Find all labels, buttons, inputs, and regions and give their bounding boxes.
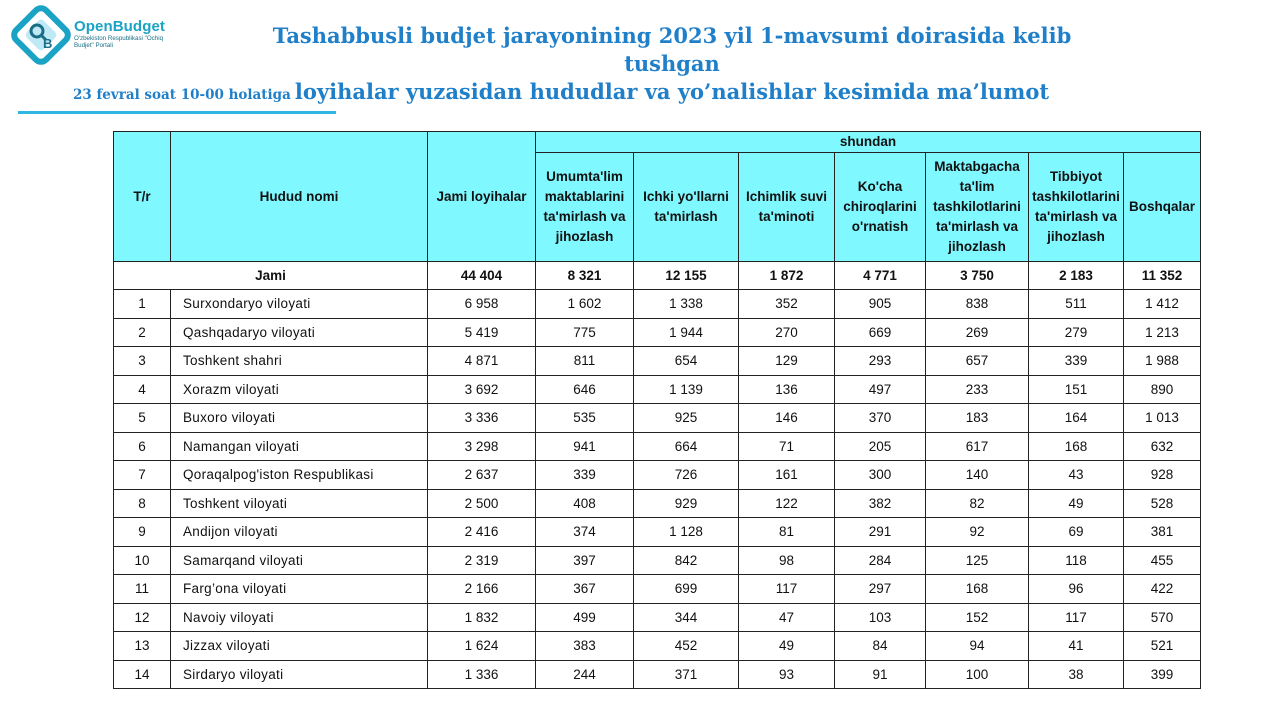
row-value-cell: 1 338 (634, 290, 739, 319)
title-line-1: Tashabbusli budjet jarayonining 2023 yil 1-mavsumi doirasida kelib tushgan (272, 23, 1072, 76)
row-total-cell: 2 416 (428, 518, 536, 547)
row-value-cell: 528 (1124, 489, 1201, 518)
row-value-cell: 129 (739, 347, 835, 376)
openbudget-logo-icon (10, 4, 72, 66)
row-value-cell: 122 (739, 489, 835, 518)
table-row (114, 575, 1201, 604)
row-value-cell: 1 013 (1124, 404, 1201, 433)
logo-subtitle: O'zbekiston Respublikasi "Ochiq Budjet" Portali (74, 35, 164, 49)
row-total-cell: 1 624 (428, 632, 536, 661)
row-value-cell: 71 (739, 432, 835, 461)
region-name-cell: Namangan viloyati (171, 432, 428, 461)
table-row (114, 347, 1201, 376)
row-value-cell: 93 (739, 660, 835, 689)
row-value-cell: 382 (835, 489, 926, 518)
row-total-cell: 5 419 (428, 318, 536, 347)
row-num-cell: 4 (114, 375, 171, 404)
total-category-cell: 3 750 (926, 262, 1029, 290)
row-value-cell: 775 (536, 318, 634, 347)
row-value-cell: 838 (926, 290, 1029, 319)
table-row (114, 404, 1201, 433)
row-value-cell: 374 (536, 518, 634, 547)
row-value-cell: 699 (634, 575, 739, 604)
table-row (114, 318, 1201, 347)
row-num-cell: 11 (114, 575, 171, 604)
row-value-cell: 146 (739, 404, 835, 433)
table-row (114, 632, 1201, 661)
region-name-cell: Toshkent shahri (171, 347, 428, 376)
row-value-cell: 455 (1124, 546, 1201, 575)
row-value-cell: 842 (634, 546, 739, 575)
table-row (114, 660, 1201, 689)
row-total-cell: 2 319 (428, 546, 536, 575)
header-category: Ichki yo'llarni ta'mirlash (634, 153, 739, 262)
total-category-cell: 2 183 (1029, 262, 1124, 290)
row-value-cell: 136 (739, 375, 835, 404)
row-value-cell: 654 (634, 347, 739, 376)
row-value-cell: 1 128 (634, 518, 739, 547)
region-name-cell: Qashqadaryo viloyati (171, 318, 428, 347)
total-category-cell: 4 771 (835, 262, 926, 290)
row-value-cell: 535 (536, 404, 634, 433)
row-value-cell: 125 (926, 546, 1029, 575)
header-group: shundan (536, 132, 1201, 153)
row-num-cell: 5 (114, 404, 171, 433)
row-num-cell: 6 (114, 432, 171, 461)
row-value-cell: 168 (1029, 432, 1124, 461)
region-name-cell: Samarqand viloyati (171, 546, 428, 575)
row-num-cell: 1 (114, 290, 171, 319)
row-num-cell: 8 (114, 489, 171, 518)
header-category: Umumta'lim maktablarini ta'mirlash va jihozlash (536, 153, 634, 262)
region-name-cell: Xorazm viloyati (171, 375, 428, 404)
row-value-cell: 152 (926, 603, 1029, 632)
row-value-cell: 84 (835, 632, 926, 661)
row-total-cell: 3 336 (428, 404, 536, 433)
row-value-cell: 205 (835, 432, 926, 461)
row-value-cell: 117 (739, 575, 835, 604)
row-value-cell: 164 (1029, 404, 1124, 433)
row-value-cell: 339 (1029, 347, 1124, 376)
row-total-cell: 2 637 (428, 461, 536, 490)
row-total-cell: 3 692 (428, 375, 536, 404)
row-value-cell: 69 (1029, 518, 1124, 547)
row-value-cell: 94 (926, 632, 1029, 661)
total-category-cell: 11 352 (1124, 262, 1201, 290)
row-value-cell: 284 (835, 546, 926, 575)
row-num-cell: 14 (114, 660, 171, 689)
row-value-cell: 925 (634, 404, 739, 433)
row-num-cell: 10 (114, 546, 171, 575)
total-label: Jami (114, 262, 428, 290)
header-region: Hudud nomi (171, 132, 428, 262)
regions-table (113, 131, 1201, 689)
date-underline (18, 111, 336, 114)
row-total-cell: 2 166 (428, 575, 536, 604)
total-cell: 44 404 (428, 262, 536, 290)
table-row (114, 461, 1201, 490)
row-value-cell: 521 (1124, 632, 1201, 661)
region-name-cell: Surxondaryo viloyati (171, 290, 428, 319)
row-total-cell: 6 958 (428, 290, 536, 319)
row-value-cell: 497 (835, 375, 926, 404)
region-name-cell: Buxoro viloyati (171, 404, 428, 433)
row-value-cell: 632 (1124, 432, 1201, 461)
table-row (114, 546, 1201, 575)
row-value-cell: 96 (1029, 575, 1124, 604)
region-name-cell: Jizzax viloyati (171, 632, 428, 661)
row-total-cell: 1 336 (428, 660, 536, 689)
svg-text:B: B (43, 36, 53, 51)
row-value-cell: 1 139 (634, 375, 739, 404)
row-num-cell: 13 (114, 632, 171, 661)
table-row (114, 290, 1201, 319)
table-row (114, 603, 1201, 632)
row-value-cell: 905 (835, 290, 926, 319)
header-category: Ichimlik suvi ta'minoti (739, 153, 835, 262)
row-value-cell: 408 (536, 489, 634, 518)
region-name-cell: Sirdaryo viloyati (171, 660, 428, 689)
row-value-cell: 381 (1124, 518, 1201, 547)
table-row (114, 489, 1201, 518)
row-value-cell: 371 (634, 660, 739, 689)
row-value-cell: 1 412 (1124, 290, 1201, 319)
row-value-cell: 91 (835, 660, 926, 689)
row-value-cell: 397 (536, 546, 634, 575)
row-value-cell: 270 (739, 318, 835, 347)
logo-name: OpenBudget (74, 18, 165, 35)
row-value-cell: 92 (926, 518, 1029, 547)
row-value-cell: 269 (926, 318, 1029, 347)
region-name-cell: Andijon viloyati (171, 518, 428, 547)
date-note: 23 fevral soat 10-00 holatiga (73, 87, 291, 103)
row-value-cell: 344 (634, 603, 739, 632)
row-value-cell: 244 (536, 660, 634, 689)
row-value-cell: 370 (835, 404, 926, 433)
total-category-cell: 1 872 (739, 262, 835, 290)
row-value-cell: 49 (739, 632, 835, 661)
row-value-cell: 118 (1029, 546, 1124, 575)
row-value-cell: 103 (835, 603, 926, 632)
row-value-cell: 657 (926, 347, 1029, 376)
row-value-cell: 297 (835, 575, 926, 604)
row-value-cell: 233 (926, 375, 1029, 404)
page-title (232, 22, 1112, 106)
region-name-cell: Navoiy viloyati (171, 603, 428, 632)
header-total: Jami loyihalar (428, 132, 536, 262)
row-value-cell: 279 (1029, 318, 1124, 347)
row-total-cell: 3 298 (428, 432, 536, 461)
row-value-cell: 367 (536, 575, 634, 604)
row-value-cell: 98 (739, 546, 835, 575)
table-row (114, 432, 1201, 461)
row-value-cell: 100 (926, 660, 1029, 689)
header-category: Maktabgacha ta'lim tashkilotlarini ta'mirlash va jihozlash (926, 153, 1029, 262)
openbudget-logo (10, 4, 180, 68)
row-num-cell: 9 (114, 518, 171, 547)
row-total-cell: 4 871 (428, 347, 536, 376)
region-name-cell: Toshkent viloyati (171, 489, 428, 518)
row-value-cell: 47 (739, 603, 835, 632)
row-num-cell: 3 (114, 347, 171, 376)
row-value-cell: 929 (634, 489, 739, 518)
row-value-cell: 49 (1029, 489, 1124, 518)
table-row (114, 518, 1201, 547)
row-value-cell: 183 (926, 404, 1029, 433)
row-value-cell: 82 (926, 489, 1029, 518)
row-value-cell: 499 (536, 603, 634, 632)
row-value-cell: 38 (1029, 660, 1124, 689)
row-value-cell: 117 (1029, 603, 1124, 632)
row-value-cell: 1 602 (536, 290, 634, 319)
row-value-cell: 452 (634, 632, 739, 661)
total-category-cell: 12 155 (634, 262, 739, 290)
row-value-cell: 140 (926, 461, 1029, 490)
header-category: Ko'cha chiroqlarini o'rnatish (835, 153, 926, 262)
row-value-cell: 1 988 (1124, 347, 1201, 376)
row-value-cell: 293 (835, 347, 926, 376)
row-value-cell: 570 (1124, 603, 1201, 632)
region-name-cell: Qoraqalpog'iston Respublikasi (171, 461, 428, 490)
row-value-cell: 291 (835, 518, 926, 547)
row-value-cell: 41 (1029, 632, 1124, 661)
row-value-cell: 511 (1029, 290, 1124, 319)
row-value-cell: 43 (1029, 461, 1124, 490)
row-value-cell: 151 (1029, 375, 1124, 404)
row-value-cell: 339 (536, 461, 634, 490)
row-value-cell: 669 (835, 318, 926, 347)
row-value-cell: 168 (926, 575, 1029, 604)
row-value-cell: 890 (1124, 375, 1201, 404)
row-value-cell: 664 (634, 432, 739, 461)
row-value-cell: 399 (1124, 660, 1201, 689)
row-value-cell: 383 (536, 632, 634, 661)
header-category: Tibbiyot tashkilotlarini ta'mirlash va jihozlash (1029, 153, 1124, 262)
row-value-cell: 646 (536, 375, 634, 404)
row-value-cell: 161 (739, 461, 835, 490)
row-value-cell: 941 (536, 432, 634, 461)
header-num: T/r (114, 132, 171, 262)
row-value-cell: 422 (1124, 575, 1201, 604)
row-num-cell: 2 (114, 318, 171, 347)
row-value-cell: 811 (536, 347, 634, 376)
row-num-cell: 12 (114, 603, 171, 632)
header-category: Boshqalar (1124, 153, 1201, 262)
row-value-cell: 81 (739, 518, 835, 547)
row-value-cell: 726 (634, 461, 739, 490)
row-value-cell: 352 (739, 290, 835, 319)
row-value-cell: 617 (926, 432, 1029, 461)
region-name-cell: Farg’ona viloyati (171, 575, 428, 604)
row-value-cell: 1 213 (1124, 318, 1201, 347)
row-value-cell: 300 (835, 461, 926, 490)
row-num-cell: 7 (114, 461, 171, 490)
table-row (114, 375, 1201, 404)
row-value-cell: 1 944 (634, 318, 739, 347)
total-category-cell: 8 321 (536, 262, 634, 290)
row-total-cell: 2 500 (428, 489, 536, 518)
title-line-2: loyihalar yuzasidan hududlar va yo’nalishlar kesimida ma’lumot (294, 79, 1050, 104)
row-total-cell: 1 832 (428, 603, 536, 632)
row-value-cell: 928 (1124, 461, 1201, 490)
